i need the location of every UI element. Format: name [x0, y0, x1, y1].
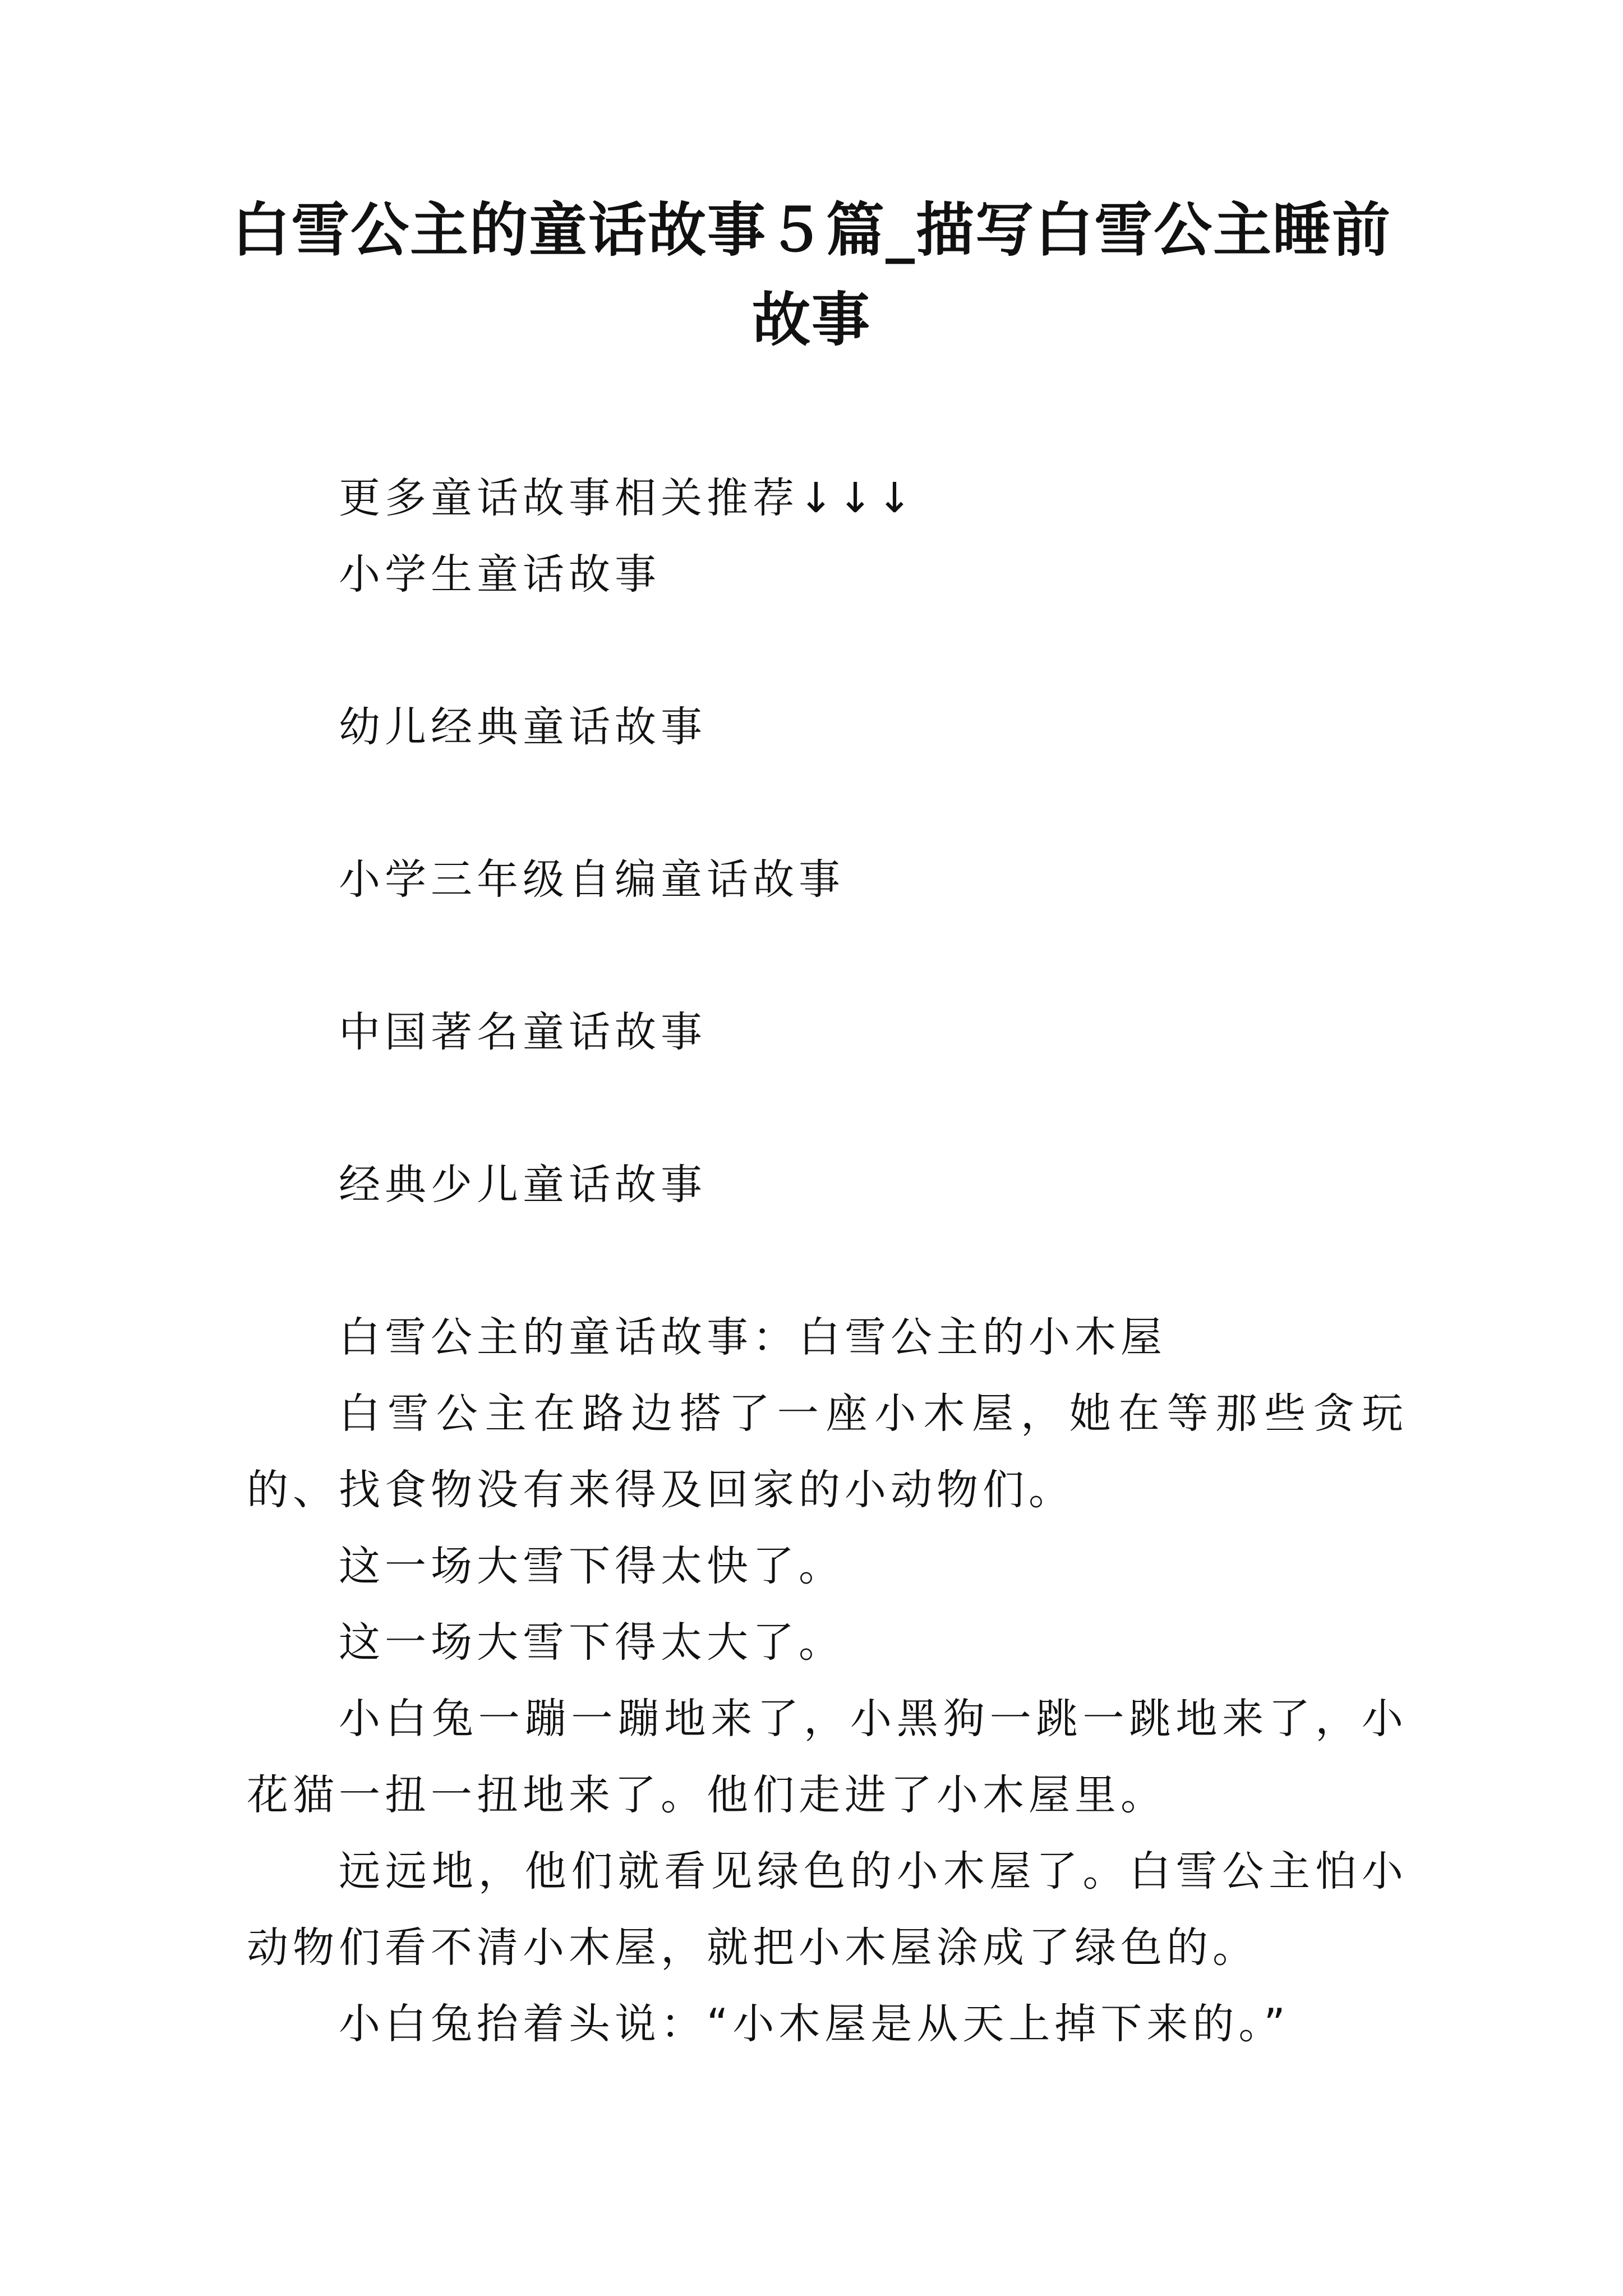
recommend-link-label[interactable]: 中国著名童话故事	[339, 1008, 707, 1056]
document-title: 白雪公主的童话故事５篇_描写白雪公主睡前故事	[231, 195, 1391, 354]
spacer	[247, 1070, 1408, 1147]
paragraph-4: 小白兔一蹦一蹦地来了，小黑狗一跳一跳地来了，小花猫一扭一扭地来了。他们走进了小木屋里。	[247, 1695, 1408, 1819]
section-heading: 白雪公主的童话故事：白雪公主的小木屋	[339, 1313, 1166, 1361]
recommend-link-3[interactable]	[247, 841, 1408, 918]
paragraph-5: 远远地，他们就看见绿色的小木屋了。白雪公主怕小动物们看不清小木屋，就把小木屋涂成了绿色的。	[247, 1847, 1408, 1972]
spacer	[247, 1223, 1408, 1299]
recommend-link-label[interactable]: 小学生童话故事	[339, 550, 661, 599]
recommend-link-2[interactable]	[247, 689, 1408, 765]
recommend-link-label[interactable]: 经典少儿童话故事	[339, 1161, 707, 1209]
paragraph-3: 这一场大雪下得太大了。	[339, 1618, 845, 1667]
recommend-link-label[interactable]: 小学三年级自编童话故事	[339, 855, 845, 904]
spacer	[247, 613, 1408, 689]
recommend-link-4[interactable]	[247, 994, 1408, 1070]
paragraph-1: 白雪公主在路边搭了一座小木屋，她在等那些贪玩的、找食物没有来得及回家的小动物们。	[247, 1389, 1408, 1514]
recommend-heading: 更多童话故事相关推荐↓↓↓	[339, 474, 917, 522]
document-body	[247, 460, 1408, 2062]
recommend-link-label[interactable]: 幼儿经典童话故事	[339, 703, 707, 751]
spacer	[247, 918, 1408, 994]
paragraph-6: 小白兔抬着头说：“小木屋是从天上掉下来的。”	[339, 2000, 1290, 2048]
spacer	[247, 765, 1408, 841]
recommend-link-5[interactable]	[247, 1147, 1408, 1223]
paragraph-2: 这一场大雪下得太快了。	[339, 1542, 845, 1590]
recommend-link-1[interactable]	[247, 536, 1408, 613]
